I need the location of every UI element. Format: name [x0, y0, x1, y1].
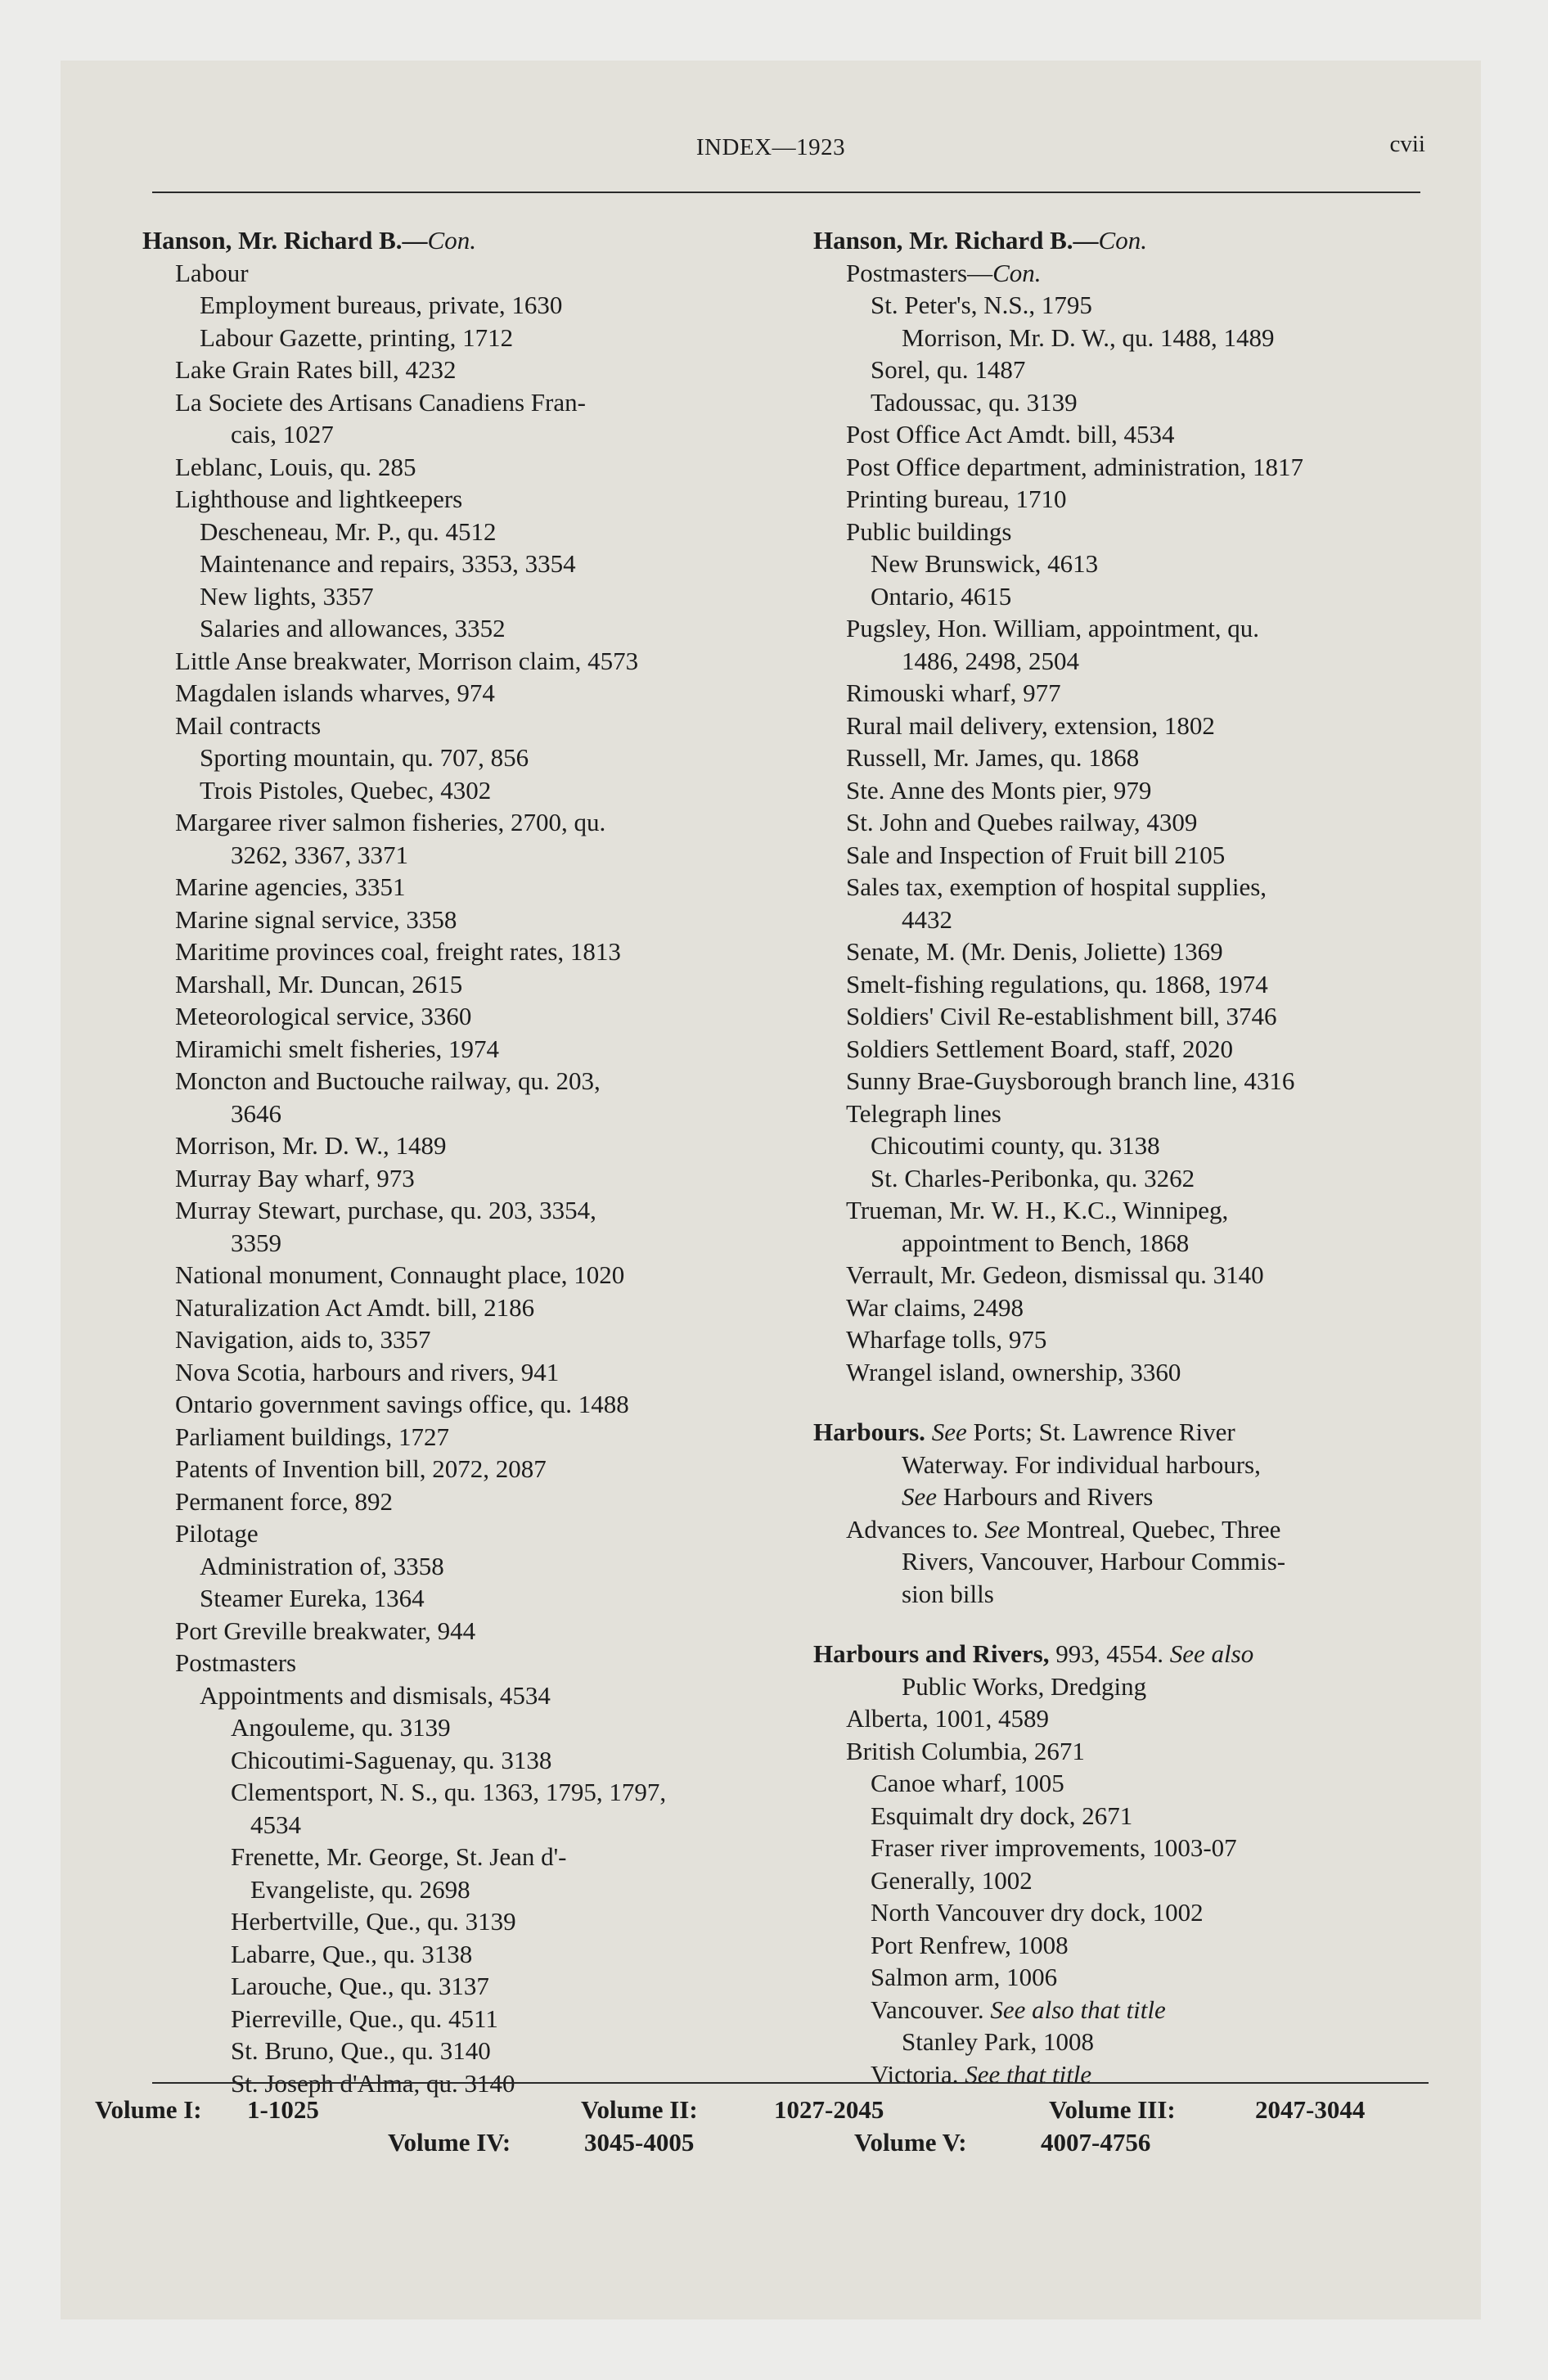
index-entry: sion bills: [902, 1579, 994, 1608]
index-entry: Murray Stewart, purchase, qu. 203, 3354,: [175, 1196, 596, 1224]
index-entry: Little Anse breakwater, Morrison claim, 4573: [175, 646, 639, 675]
index-entry: Chicoutimi county, qu. 3138: [871, 1131, 1160, 1160]
index-entry: Ste. Anne des Monts pier, 979: [846, 775, 1152, 805]
index-entry: Magdalen islands wharves, 974: [175, 678, 495, 707]
index-entry: Sunny Brae-Guysborough branch line, 4316: [846, 1066, 1295, 1095]
index-entry: Pierreville, Que., qu. 4511: [231, 2004, 498, 2033]
entry-text: Postmasters—: [846, 258, 993, 287]
index-entry: Maritime provinces coal, freight rates, 1813: [175, 937, 621, 966]
index-entry: New Brunswick, 4613: [871, 549, 1099, 578]
volume-2-range: 1027-2045: [774, 2095, 884, 2124]
index-entry: Fraser river improvements, 1003-07: [871, 1833, 1237, 1862]
index-entry: Printing bureau, 1710: [846, 485, 1067, 513]
index-entry: [813, 1994, 1451, 2026]
index-heading: [813, 224, 1451, 257]
index-entry: Telegraph lines: [846, 1098, 1001, 1128]
index-entry: Morrison, Mr. D. W., 1489: [175, 1131, 447, 1160]
index-entry: Administration of, 3358: [200, 1551, 444, 1580]
index-heading: [813, 1416, 1451, 1449]
index-entry: Larouche, Que., qu. 3137: [231, 1972, 489, 2000]
index-entry: Labour: [175, 258, 249, 287]
see-reference: See: [984, 1514, 1020, 1544]
index-entry: Permanent force, 892: [175, 1486, 393, 1516]
index-entry: Lighthouse and lightkeepers: [175, 485, 463, 513]
index-entry: St. John and Quebes railway, 4309: [846, 808, 1198, 836]
index-entry: Employment bureaus, private, 1630: [200, 291, 563, 319]
volume-4-range: 3045-4005: [584, 2128, 695, 2157]
section-gap: [813, 1610, 1451, 1638]
index-entry: Esquimalt dry dock, 2671: [871, 1801, 1133, 1830]
index-entry: Stanley Park, 1008: [902, 2027, 1095, 2056]
index-entry: British Columbia, 2671: [846, 1736, 1085, 1765]
page-number: cvii: [1389, 131, 1425, 157]
entry-text: Montreal, Quebec, Three: [1019, 1514, 1281, 1544]
index-entry: North Vancouver dry dock, 1002: [871, 1898, 1204, 1927]
index-entry: Naturalization Act Amdt. bill, 2186: [175, 1292, 535, 1322]
see-reference: See: [902, 1482, 938, 1511]
see-reference: See: [931, 1418, 967, 1446]
volume-footer: [61, 2095, 1481, 2169]
index-entry: Rimouski wharf, 977: [846, 678, 1061, 707]
heading-name: Hanson, Mr. Richard B.—: [813, 226, 1099, 255]
index-entry: Parliament buildings, 1727: [175, 1422, 449, 1451]
index-entry: Soldiers Settlement Board, staff, 2020: [846, 1034, 1233, 1063]
index-entry: Morrison, Mr. D. W., qu. 1488, 1489: [902, 322, 1275, 352]
index-entry: 3359: [231, 1228, 281, 1257]
entry-continued: Con.: [992, 258, 1042, 287]
index-entry: 4534: [250, 1810, 301, 1839]
index-entry: St. Joseph d'Alma, qu. 3140: [231, 2068, 515, 2098]
volume-5-label: Volume V:: [854, 2128, 967, 2157]
index-entry: Clementsport, N. S., qu. 1363, 1795, 1797,: [231, 1778, 667, 1806]
index-entry: Marine signal service, 3358: [175, 904, 457, 934]
index-entry: Labour Gazette, printing, 1712: [200, 322, 514, 352]
index-entry: Nova Scotia, harbours and rivers, 941: [175, 1357, 560, 1386]
index-entry: Rural mail delivery, extension, 1802: [846, 710, 1215, 740]
index-entry: Post Office Act Amdt. bill, 4534: [846, 420, 1175, 449]
index-entry: Waterway. For individual harbours,: [902, 1449, 1261, 1479]
volume-1-range: 1-1025: [247, 2095, 319, 2124]
volume-2-label: Volume II:: [581, 2095, 698, 2124]
index-entry: 4432: [902, 904, 952, 934]
left-column: [142, 224, 781, 2099]
index-entry: Alberta, 1001, 4589: [846, 1704, 1049, 1733]
entry-text: Advances to.: [846, 1514, 985, 1544]
index-page: [61, 61, 1481, 2319]
entry-text: Harbours and Rivers: [937, 1482, 1154, 1511]
index-entry: Pilotage: [175, 1519, 259, 1548]
index-entry: Sporting mountain, qu. 707, 856: [200, 743, 529, 772]
entry-text: 993, 4554.: [1049, 1639, 1170, 1668]
footer-rule: [152, 2082, 1429, 2084]
volume-4-label: Volume IV:: [388, 2128, 511, 2157]
index-entry: 3262, 3367, 3371: [231, 840, 408, 869]
page-title: INDEX—1923: [695, 134, 846, 160]
index-entry: Verrault, Mr. Gedeon, dismissal qu. 3140: [846, 1260, 1264, 1289]
right-column: [813, 224, 1451, 2090]
index-entry: Pugsley, Hon. William, appointment, qu.: [846, 614, 1260, 642]
index-entry: Angouleme, qu. 3139: [231, 1713, 451, 1742]
index-entry: Sorel, qu. 1487: [871, 355, 1026, 384]
index-entry: [813, 257, 1451, 290]
index-entry: Postmasters: [175, 1648, 297, 1677]
index-entry: War claims, 2498: [846, 1292, 1024, 1322]
index-entry: Meteorological service, 3360: [175, 1002, 472, 1030]
index-heading: [813, 1638, 1451, 1670]
index-entry: Marine agencies, 3351: [175, 872, 406, 901]
index-entry: Rivers, Vancouver, Harbour Commis-: [902, 1547, 1286, 1575]
index-entry: appointment to Bench, 1868: [902, 1228, 1190, 1257]
index-entry: Generally, 1002: [871, 1865, 1033, 1895]
index-entry: Soldiers' Civil Re-establishment bill, 3746: [846, 1002, 1277, 1030]
index-entry: Marshall, Mr. Duncan, 2615: [175, 969, 463, 998]
index-entry: Murray Bay wharf, 973: [175, 1163, 415, 1192]
index-entry: St. Bruno, Que., qu. 3140: [231, 2036, 491, 2065]
volume-3-range: 2047-3044: [1255, 2095, 1366, 2124]
index-entry: Ontario government savings office, qu. 1488: [175, 1390, 629, 1418]
entry-text: Ports; St. Lawrence River: [966, 1418, 1235, 1446]
index-entry: cais, 1027: [231, 420, 334, 449]
index-entry: Mail contracts: [175, 710, 322, 740]
heading-continued: Con.: [1098, 226, 1147, 255]
heading-name: Harbours and Rivers,: [813, 1639, 1050, 1668]
index-entry: Moncton and Buctouche railway, qu. 203,: [175, 1066, 601, 1095]
index-entry: Ontario, 4615: [871, 581, 1012, 611]
index-entry: Lake Grain Rates bill, 4232: [175, 355, 457, 384]
index-entry: New lights, 3357: [200, 581, 374, 611]
index-heading: [142, 224, 781, 257]
index-entry: Patents of Invention bill, 2072, 2087: [175, 1454, 547, 1483]
index-entry: St. Charles-Peribonka, qu. 3262: [871, 1163, 1195, 1192]
index-entry: Post Office department, administration, 1817: [846, 452, 1304, 481]
heading-continued: Con.: [427, 226, 476, 255]
index-entry: Leblanc, Louis, qu. 285: [175, 452, 416, 481]
index-entry: Trueman, Mr. W. H., K.C., Winnipeg,: [846, 1196, 1229, 1224]
index-entry: Steamer Eureka, 1364: [200, 1584, 425, 1612]
index-entry: Frenette, Mr. George, St. Jean d'-: [231, 1842, 567, 1871]
index-entry: Wharfage tolls, 975: [846, 1325, 1047, 1354]
index-entry: Salmon arm, 1006: [871, 1963, 1058, 1991]
index-entry: Navigation, aids to, 3357: [175, 1325, 431, 1354]
index-entry: Miramichi smelt fisheries, 1974: [175, 1034, 500, 1063]
index-entry: Public buildings: [846, 516, 1012, 546]
see-reference: See also that title: [990, 1995, 1166, 2024]
index-entry: National monument, Connaught place, 1020: [175, 1260, 625, 1289]
index-entry: Wrangel island, ownership, 3360: [846, 1357, 1181, 1386]
index-entry: Public Works, Dredging: [902, 1671, 1147, 1701]
entry-text: Vancouver.: [871, 1995, 991, 2024]
index-entry: [813, 1481, 1451, 1513]
index-entry: Port Greville breakwater, 944: [175, 1616, 476, 1645]
index-entry: Smelt-fishing regulations, qu. 1868, 1974: [846, 969, 1268, 998]
index-entry: Chicoutimi-Saguenay, qu. 3138: [231, 1745, 552, 1774]
heading-name: Hanson, Mr. Richard B.—: [142, 226, 428, 255]
heading-name: Harbours.: [813, 1418, 925, 1446]
index-entry: Labarre, Que., qu. 3138: [231, 1939, 473, 1968]
index-entry: Evangeliste, qu. 2698: [250, 1874, 470, 1904]
index-entry: Sales tax, exemption of hospital supplies,: [846, 872, 1267, 901]
index-entry: Sale and Inspection of Fruit bill 2105: [846, 840, 1226, 869]
index-entry: Russell, Mr. James, qu. 1868: [846, 743, 1140, 772]
index-entry: Appointments and dismisals, 4534: [200, 1680, 551, 1710]
index-entry: Margaree river salmon fisheries, 2700, qu.: [175, 808, 606, 836]
index-entry: Trois Pistoles, Quebec, 4302: [200, 775, 492, 805]
index-entry: Tadoussac, qu. 3139: [871, 387, 1078, 417]
header-rule: [152, 192, 1420, 193]
see-reference: See that title: [965, 2059, 1092, 2089]
volume-1-label: Volume I:: [95, 2095, 202, 2124]
section-gap: [813, 1388, 1451, 1416]
index-entry: La Societe des Artisans Canadiens Fran-: [175, 387, 586, 417]
index-entry: Port Renfrew, 1008: [871, 1930, 1069, 1959]
index-entry: Canoe wharf, 1005: [871, 1769, 1064, 1797]
index-entry: Herbertville, Que., qu. 3139: [231, 1907, 516, 1936]
index-entry: Maintenance and repairs, 3353, 3354: [200, 549, 576, 578]
volume-5-range: 4007-4756: [1041, 2128, 1151, 2157]
index-entry: [813, 2058, 1451, 2091]
volume-3-label: Volume III:: [1049, 2095, 1176, 2124]
index-entry: St. Peter's, N.S., 1795: [871, 291, 1092, 319]
see-reference: See also: [1169, 1639, 1254, 1668]
index-entry: Salaries and allowances, 3352: [200, 614, 506, 642]
index-entry: [813, 1513, 1451, 1546]
index-entry: Descheneau, Mr. P., qu. 4512: [200, 516, 497, 546]
entry-text: Victoria.: [871, 2059, 965, 2089]
index-entry: Senate, M. (Mr. Denis, Joliette) 1369: [846, 937, 1223, 966]
index-entry: 1486, 2498, 2504: [902, 646, 1079, 675]
index-entry: 3646: [231, 1098, 281, 1128]
